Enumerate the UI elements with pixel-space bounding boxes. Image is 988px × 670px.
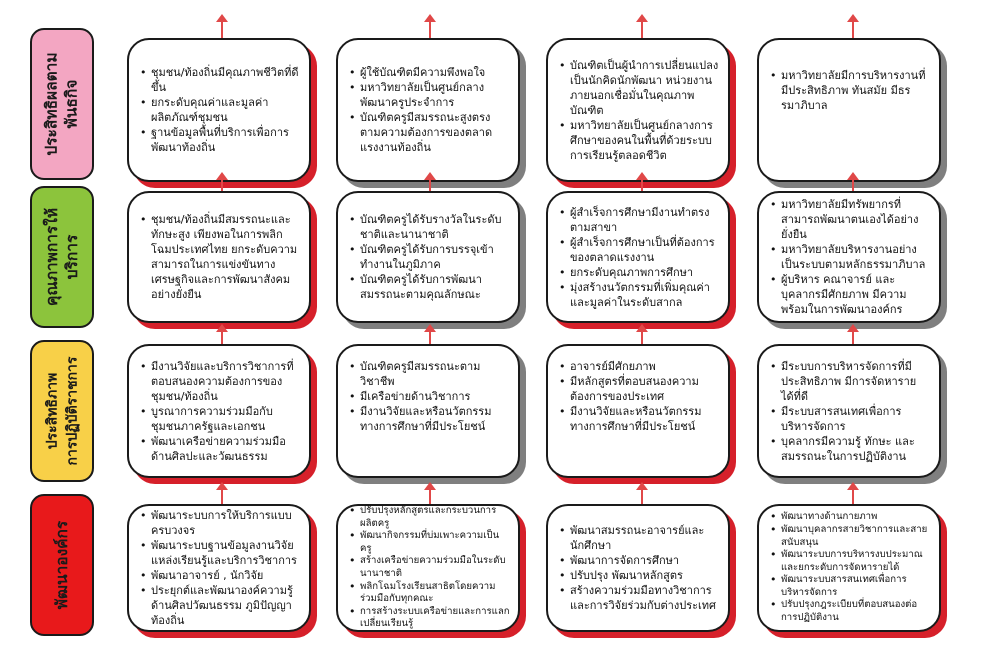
list-item: • บัณฑิตครูได้รับการพัฒนาสมรรถนะตามคุณลักษณะ: [360, 272, 510, 302]
cell-r3-c2: [336, 344, 520, 478]
arrow-up-icon: [845, 14, 861, 38]
arrow-up-icon: [422, 14, 438, 38]
arrow-up-icon: [634, 324, 650, 344]
list-item: • พัฒนาเครือข่ายความร่วมมือด้านศิลปะและวัฒนธรรม: [151, 434, 301, 464]
cell-r4-c4: [757, 504, 941, 632]
list-item: • มีระบบสารสนเทศเพื่อการบริหารจัดการ: [781, 404, 931, 434]
row-label-efficiency: [30, 340, 94, 482]
cell-r1-c2: [336, 38, 520, 182]
cell-r3-c3: [546, 344, 730, 478]
list-item: • มีงานวิจัยและหรือนวัตกรรมทางการศึกษาที่มีประโยชน์: [570, 404, 720, 434]
row-label-efficiency-text: ประสิทธิภาพ การปฏิบัติราชการ: [44, 356, 80, 466]
list-item: • ยกระดับคุณค่าและมูลค่าผลิตภัณฑ์ชุมชน: [151, 95, 301, 125]
cell-r4-c1: [127, 504, 311, 632]
list-item: • มหาวิทยาลัยเป็นศูนย์กลางพัฒนาครูประจำการ: [360, 80, 510, 110]
cell-r4-c2: [336, 504, 520, 632]
list-item: • ปรับปรุงกฎระเบียบที่ตอบสนองต่อการปฏิบัติงาน: [781, 599, 931, 624]
list-item: • สร้างเครือข่ายความร่วมมือในระดับนานาชาติ: [360, 555, 510, 580]
row-label-org-development: [30, 494, 94, 636]
list-item: • ชุมชน/ท้องถิ่นมีคุณภาพชีวิตที่ดีขึ้น: [151, 65, 301, 95]
list-item: • มีหลักสูตรที่ตอบสนองความต้องการของประเทศ: [570, 374, 720, 404]
list-item: • ผู้ใช้บัณฑิตมีความพึงพอใจ: [360, 65, 510, 80]
cell-r3-c4: [757, 344, 941, 478]
list-item: • พัฒนากิจกรรมที่บ่มเพาะความเป็นครู: [360, 530, 510, 555]
arrow-up-icon: [214, 324, 230, 344]
arrow-up-icon: [214, 482, 230, 504]
list-item: • บัณฑิตครูมีสมรรถนะตามวิชาชีพ: [360, 359, 510, 389]
list-item: • พัฒนาอาจารย์ , นักวิจัย: [151, 568, 301, 583]
arrow-up-icon: [214, 14, 230, 38]
list-item: • พัฒนาสมรรถนะอาจารย์และนักศึกษา: [570, 523, 720, 553]
list-item: • มหาวิทยาลัยมีการบริหารงานที่มีประสิทธิภาพ ทันสมัย มีธรรมาภิบาล: [781, 68, 931, 113]
cell-r1-c1: [127, 38, 311, 182]
cell-r4-c3: [546, 504, 730, 632]
list-item: • มุ่งสร้างนวัตกรรมที่เพิ่มคุณค่าและมูลค่าในระดับสากล: [570, 280, 720, 310]
cell-r2-c4: [757, 191, 941, 323]
arrow-up-icon: [422, 482, 438, 504]
cell-r1-c4: [757, 38, 941, 182]
row-label-service-quality: [30, 186, 94, 328]
list-item: • มหาวิทยาลัยเป็นศูนย์กลางการศึกษาของคนในพื้นที่ด้วยระบบการเรียนรู้ตลอดชีวิต: [570, 118, 720, 163]
row-label-org-development-text: พัฒนาองค์กร: [53, 520, 72, 610]
list-item: • ผู้บริหาร คณาจารย์ และบุคลากรมีศักยภาพ มีความพร้อมในการพัฒนาองค์กร: [781, 272, 931, 317]
arrow-up-icon: [845, 482, 861, 504]
list-item: • ผู้สำเร็จการศึกษาเป็นที่ต้องการของตลาดแรงงาน: [570, 235, 720, 265]
list-item: • พัฒนาการจัดการศึกษา: [570, 553, 720, 568]
list-item: • บัณฑิตเป็นผู้นำการเปลี่ยนแปลง เป็นนักคิดนักพัฒนา หน่วยงานภายนอกเชื่อมั่นในคุณภาพบัณฑิต: [570, 58, 720, 118]
arrow-up-icon: [214, 172, 230, 191]
list-item: • บุคลากรมีความรู้ ทักษะ และสมรรถนะในการปฏิบัติงาน: [781, 434, 931, 464]
list-item: • บัณฑิตครูได้รับรางวัลในระดับชาติและนานาชาติ: [360, 212, 510, 242]
list-item: • บัณฑิตครูมีสมรรถนะสูงตรงตามความต้องการของตลาดแรงงานท้องถิ่น: [360, 110, 510, 155]
arrow-up-icon: [634, 482, 650, 504]
arrow-up-icon: [422, 324, 438, 344]
list-item: • พัฒนาบุคลากรสายวิชาการและสายสนับสนุน: [781, 524, 931, 549]
list-item: • สร้างความร่วมมือทางวิชาการและการวิจัยร่วมกับต่างประเทศ: [570, 583, 720, 613]
list-item: • มีระบบการบริหารจัดการที่มีประสิทธิภาพ มีการจัดหารายได้ที่ดี: [781, 359, 931, 404]
arrow-up-icon: [634, 172, 650, 191]
cell-r1-c3: [546, 38, 730, 182]
list-item: • ฐานข้อมูลพื้นที่บริการเพื่อการพัฒนาท้องถิ่น: [151, 125, 301, 155]
row-label-effectiveness: [30, 28, 94, 180]
list-item: • ผู้สำเร็จการศึกษามีงานทำตรงตามสาขา: [570, 205, 720, 235]
list-item: • มหาวิทยาลัยมีทรัพยากรที่สามารถพัฒนาตนเองได้อย่างยั่งยืน: [781, 197, 931, 242]
list-item: • อาจารย์มีศักยภาพ: [570, 359, 720, 374]
row-label-service-quality-text: คุณภาพการให้ บริการ: [43, 207, 81, 307]
row-label-effectiveness-text: ประสิทธิผลตาม พันธกิจ: [43, 52, 82, 156]
arrow-up-icon: [634, 14, 650, 38]
list-item: • พัฒนาระบบฐานข้อมูลงานวิจัยแหล่งเรียนรู้และบริการวิชาการ: [151, 538, 301, 568]
list-item: • มีงานวิจัยและบริการวิชาการที่ตอบสนองความต้องการของชุมชน/ท้องถิ่น: [151, 359, 301, 404]
cell-r2-c3: [546, 191, 730, 323]
list-item: • ประยุกต์และพัฒนาองค์ความรู้ด้านศิลปวัฒนธรรม ภูมิปัญญาท้องถิ่น: [151, 583, 301, 628]
list-item: • มีงานวิจัยและหรือนวัตกรรมทางการศึกษาที่มีประโยชน์: [360, 404, 510, 434]
list-item: • บัณฑิตครูได้รับการบรรจุเข้าทำงานในภูมิภาค: [360, 242, 510, 272]
list-item: • ชุมชน/ท้องถิ่นมีสมรรถนะและทักษะสูง เพียงพอในการพลิกโฉมประเทศไทย ยกระดับความสามารถในการแข่งขันทางเศรษฐกิจและการพัฒนาสังคมอย่างยั่งยืน: [151, 212, 301, 302]
cell-r2-c2: [336, 191, 520, 323]
list-item: • พัฒนาระบบการให้บริการแบบครบวงจร: [151, 508, 301, 538]
arrow-up-icon: [422, 172, 438, 191]
list-item: • พัฒนาระบบสารสนเทศเพื่อการบริหารจัดการ: [781, 574, 931, 599]
list-item: • การสร้างระบบเครือข่ายและการแลกเปลี่ยนเรียนรู้: [360, 606, 510, 631]
list-item: • ปรับปรุง พัฒนาหลักสูตร: [570, 568, 720, 583]
cell-r2-c1: [127, 191, 311, 323]
list-item: • ยกระดับคุณภาพการศึกษา: [570, 265, 720, 280]
list-item: • มีเครือข่ายด้านวิชาการ: [360, 389, 510, 404]
arrow-up-icon: [845, 172, 861, 191]
list-item: • บูรณาการความร่วมมือกับชุมชนภาครัฐและเอกชน: [151, 404, 301, 434]
list-item: • ปรับปรุงหลักสูตรและกระบวนการผลิตครู: [360, 505, 510, 530]
arrow-up-icon: [845, 324, 861, 344]
cell-r3-c1: [127, 344, 311, 478]
list-item: • พลิกโฉมโรงเรียนสาธิตโดยความร่วมมือกับทุกคณะ: [360, 581, 510, 606]
list-item: • มหาวิทยาลัยบริหารงานอย่างเป็นระบบตามหลักธรรมาภิบาล: [781, 242, 931, 272]
list-item: • พัฒนาระบบการบริหารงบประมาณและยกระดับการจัดหารายได้: [781, 549, 931, 574]
list-item: • พัฒนาทางด้านกายภาพ: [781, 511, 931, 524]
